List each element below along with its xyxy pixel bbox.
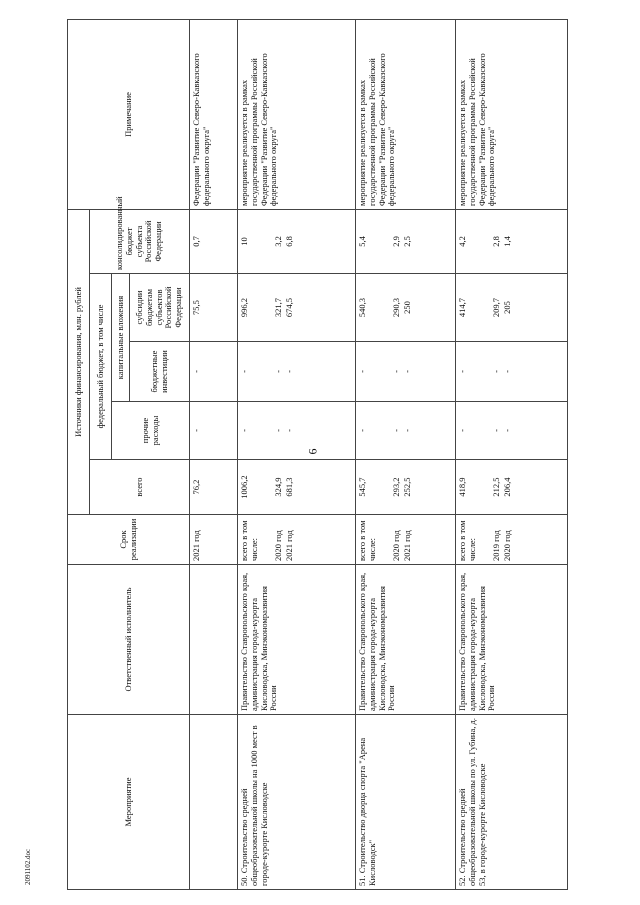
header-executor: Ответственный исполнитель bbox=[68, 565, 190, 715]
header-note: Примечание bbox=[68, 19, 190, 209]
consolidated-value: 2,9 bbox=[391, 236, 401, 247]
cell-note: мероприятие реализуется в рамках государственной программы Российской Федерации "Развитие Северо-Кавказского федерального округа" bbox=[238, 19, 356, 209]
budget-inv-value: - bbox=[402, 370, 412, 373]
budget-inv-value: - bbox=[491, 370, 501, 373]
cell-subsidies bbox=[456, 274, 568, 342]
cell-executor bbox=[190, 565, 238, 715]
cell-subsidies bbox=[356, 274, 456, 342]
table-header bbox=[68, 19, 190, 889]
consolidated-value: 0,7 bbox=[191, 236, 201, 247]
cell-note: мероприятие реализуется в рамках государственной программы Российской Федерации "Развитие Северо-Кавказского федерального округа" bbox=[456, 19, 568, 209]
budget-inv-value: - bbox=[502, 370, 512, 373]
header-consolidated: консолидированный бюджет субъекта Российской Федерации bbox=[90, 209, 190, 273]
header-event: Мероприятие bbox=[68, 715, 190, 890]
budget-inv-value: - bbox=[273, 370, 283, 373]
total-value: 293,2 bbox=[391, 477, 401, 497]
subsidies-value: 674,5 bbox=[284, 297, 294, 318]
cell-budget-inv bbox=[238, 342, 356, 402]
cell-other bbox=[238, 402, 356, 460]
consolidated-value: 2,5 bbox=[402, 236, 412, 247]
cell-event: 51. Строительство дворца спорта "Арена Кисловодск" bbox=[356, 715, 456, 890]
header-total: всего bbox=[90, 460, 190, 515]
budget-inv-value: - bbox=[391, 370, 401, 373]
table-body bbox=[190, 19, 568, 889]
cell-term bbox=[456, 515, 568, 565]
consolidated-value: 5,4 bbox=[357, 236, 367, 247]
total-value: 212,5 bbox=[491, 477, 501, 497]
total-value: 76,2 bbox=[191, 479, 201, 495]
subsidies-value: 321,7 bbox=[273, 297, 283, 318]
table-row bbox=[190, 19, 238, 889]
financing-table bbox=[67, 19, 568, 890]
table-row bbox=[456, 19, 568, 889]
subsidies-value: 414,7 bbox=[457, 297, 467, 318]
header-federal: федеральный бюджет, в том числе bbox=[90, 274, 112, 460]
cell-consolidated bbox=[356, 209, 456, 273]
subsidies-value: 75,5 bbox=[191, 300, 201, 315]
table-row bbox=[238, 19, 356, 889]
other-value: - bbox=[402, 429, 412, 432]
header-budget-inv: бюджетные инвестиции bbox=[130, 342, 190, 402]
consolidated-value: 2,8 bbox=[491, 236, 501, 247]
other-value: - bbox=[491, 429, 501, 432]
header-sources: Источники финансирования, млн. рублей bbox=[68, 209, 90, 514]
term-value: всего в том числе: bbox=[239, 520, 259, 561]
cell-event: 50. Строительство средней общеобразовательной школы на 1000 мест в городе-курорте Кисловодске bbox=[238, 715, 356, 890]
cell-other bbox=[356, 402, 456, 460]
consolidated-value: 1,4 bbox=[502, 236, 512, 247]
page-number: 6 bbox=[305, 448, 320, 455]
cell-term bbox=[356, 515, 456, 565]
cell-term bbox=[190, 515, 238, 565]
term-value: всего в том числе: bbox=[457, 520, 477, 561]
total-value: 545,7 bbox=[357, 477, 367, 497]
other-value: - bbox=[502, 429, 512, 432]
other-value: - bbox=[273, 429, 283, 432]
cell-term bbox=[238, 515, 356, 565]
cell-total bbox=[456, 460, 568, 515]
cell-executor: Правительство Ставропольского края, администрация города-курорта Кисловодска, Минэкономразвития России bbox=[356, 565, 456, 715]
document-footer: 2091102.doc bbox=[24, 848, 32, 885]
other-value: - bbox=[357, 429, 367, 432]
other-value: - bbox=[239, 429, 249, 432]
consolidated-value: 3,2 bbox=[273, 236, 283, 247]
total-value: 681,3 bbox=[284, 477, 294, 497]
budget-inv-value: - bbox=[191, 370, 201, 373]
term-value: 2020 год bbox=[391, 530, 401, 561]
header-term: Срок реализации bbox=[68, 515, 190, 565]
rotated-table-sheet bbox=[67, 20, 537, 890]
budget-inv-value: - bbox=[357, 370, 367, 373]
total-value: 1006,2 bbox=[239, 475, 249, 499]
cell-executor: Правительство Ставропольского края, администрация города-курорта Кисловодска, Минэкономразвития России bbox=[238, 565, 356, 715]
cell-other bbox=[456, 402, 568, 460]
cell-executor: Правительство Ставропольского края, администрация города-курорта Кисловодска, Минэкономразвития России bbox=[456, 565, 568, 715]
consolidated-value: 6,8 bbox=[284, 236, 294, 247]
cell-total bbox=[356, 460, 456, 515]
cell-consolidated bbox=[456, 209, 568, 273]
cell-subsidies bbox=[238, 274, 356, 342]
consolidated-value: 4,2 bbox=[457, 236, 467, 247]
cell-note: Федерации "Развитие Северо-Кавказского федерального округа" bbox=[190, 19, 238, 209]
header-subsidies: субсидии бюджетам субъектов Российской Федерации bbox=[130, 274, 190, 342]
cell-consolidated bbox=[190, 209, 238, 273]
other-value: - bbox=[457, 429, 467, 432]
other-value: - bbox=[391, 429, 401, 432]
cell-note: мероприятие реализуется в рамках государственной программы Российской Федерации "Развитие Северо-Кавказского федерального округа" bbox=[356, 19, 456, 209]
cell-total bbox=[238, 460, 356, 515]
cell-budget-inv bbox=[456, 342, 568, 402]
cell-budget-inv bbox=[356, 342, 456, 402]
subsidies-value: 290,3 bbox=[391, 297, 401, 318]
term-value: 2020 год bbox=[502, 530, 512, 561]
subsidies-value: 540,3 bbox=[357, 297, 367, 318]
total-value: 324,9 bbox=[273, 477, 283, 497]
subsidies-value: 209,7 bbox=[491, 297, 501, 318]
term-value: 2020 год bbox=[273, 530, 283, 561]
consolidated-value: 10 bbox=[239, 237, 249, 246]
subsidies-value: 205 bbox=[502, 301, 512, 314]
budget-inv-value: - bbox=[239, 370, 249, 373]
cell-budget-inv bbox=[190, 342, 238, 402]
total-value: 418,9 bbox=[457, 477, 467, 497]
term-value: 2021 год bbox=[191, 530, 201, 561]
total-value: 206,4 bbox=[502, 477, 512, 497]
term-value: 2021 год bbox=[284, 530, 294, 561]
term-value: всего в том числе: bbox=[357, 520, 377, 561]
budget-inv-value: - bbox=[284, 370, 294, 373]
header-capital: капитальные вложения bbox=[112, 274, 130, 402]
cell-subsidies bbox=[190, 274, 238, 342]
total-value: 252,5 bbox=[402, 477, 412, 497]
cell-total bbox=[190, 460, 238, 515]
other-value: - bbox=[284, 429, 294, 432]
table-row bbox=[356, 19, 456, 889]
cell-other bbox=[190, 402, 238, 460]
subsidies-value: 996,2 bbox=[239, 297, 249, 318]
term-value: 2019 год bbox=[491, 530, 501, 561]
other-value: - bbox=[191, 429, 201, 432]
header-other: прочие расходы bbox=[112, 402, 190, 460]
cell-event: 52. Строительство средней общеобразовательной школы по ул. Губина, д. 53, в городе-курорте Кисловодске bbox=[456, 715, 568, 890]
subsidies-value: 250 bbox=[402, 301, 412, 314]
term-value: 2021 год bbox=[402, 530, 412, 561]
cell-event bbox=[190, 715, 238, 890]
budget-inv-value: - bbox=[457, 370, 467, 373]
cell-consolidated bbox=[238, 209, 356, 273]
